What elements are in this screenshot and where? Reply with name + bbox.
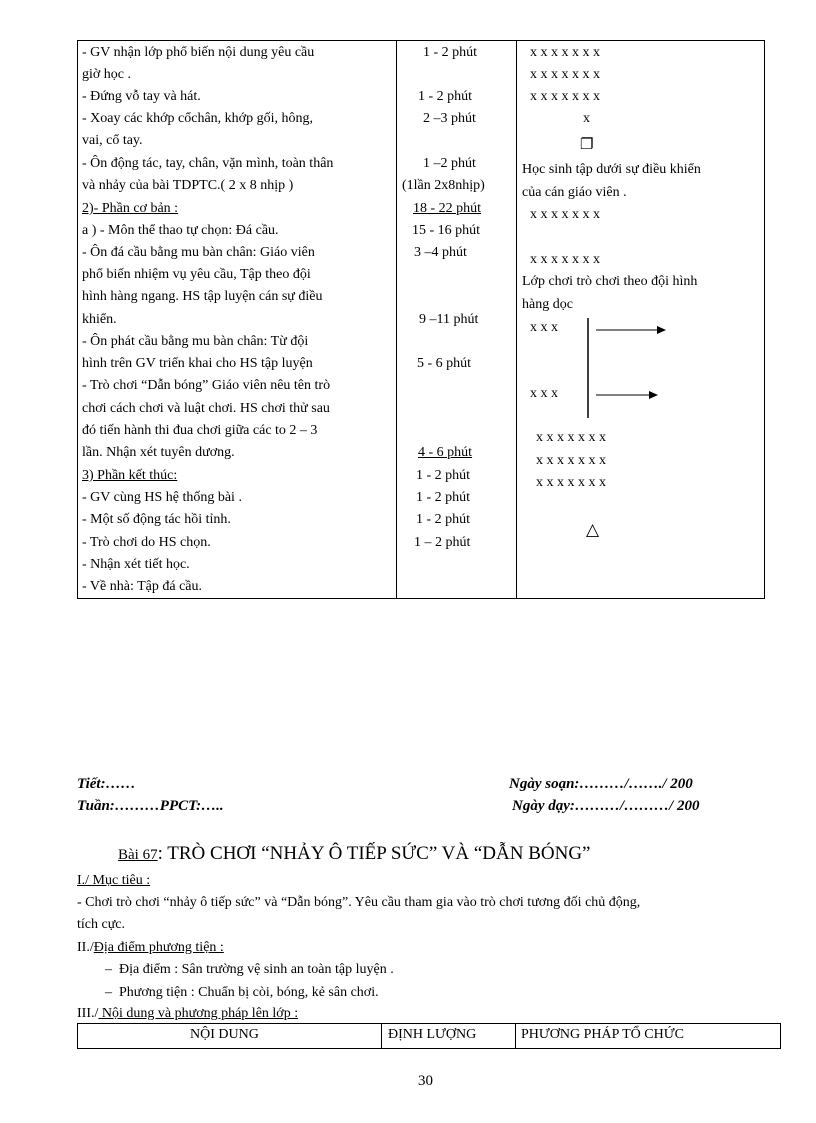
week-label: Tuần:………PPCT:…..: [77, 798, 224, 814]
content-line: lần. Nhận xét tuyên dương.: [82, 445, 235, 460]
content-line: - GV nhận lớp phổ biến nội dung yêu cầu: [82, 45, 315, 60]
duration: 15 - 16 phút: [412, 223, 481, 238]
content-line: - Nhận xét tiết học.: [82, 557, 190, 572]
student-row: x x x x x x x: [530, 207, 600, 222]
section-heading: 3) Phần kết thúc:: [82, 468, 178, 483]
section-title: Nội dung và phương pháp lên lớp :: [98, 1006, 299, 1021]
student-row: x x x x x x x: [530, 67, 600, 82]
method-note: Lớp chơi trò chơi theo đội hình: [522, 274, 698, 289]
content-line: hình trên GV triển khai cho HS tập luyện: [82, 356, 313, 371]
content-line: - Ôn đá cầu bằng mu bàn chân: Giáo viên: [82, 245, 315, 260]
student-row: x x x x x x x: [530, 89, 600, 104]
duration: 1 - 2 phút: [416, 490, 471, 505]
content-line: a ) - Môn thể thao tự chọn: Đá cầu.: [82, 223, 279, 238]
prepared-date: Ngày soạn:………/……./ 200: [509, 776, 693, 792]
student-row: x x x x x x x: [536, 430, 606, 445]
content-line: - Về nhà: Tập đá cầu.: [82, 579, 202, 594]
content-line: hình hàng ngang. HS tập luyện cán sự điều: [82, 289, 323, 304]
location-heading: [77, 940, 224, 956]
section-title: Địa điểm phương tiện :: [93, 940, 224, 955]
content-line: - Xoay các khớp cổchân, khớp gối, hông,: [82, 111, 313, 126]
leader-marker: x: [583, 111, 590, 126]
student-row: x x x x x x x: [536, 453, 606, 468]
triangle-icon: △: [586, 520, 600, 540]
duration: 1 - 2 phút: [416, 512, 471, 527]
equipment-text: Phương tiện : Chuẩn bị còi, bóng, kẻ sân chơi.: [119, 985, 379, 1000]
duration: 9 –11 phút: [419, 312, 479, 327]
content-line: khiển.: [82, 312, 117, 327]
content-line: giờ học .: [82, 67, 132, 82]
method-note: của cán giáo viên .: [522, 185, 627, 200]
objectives-text: - Chơi trò chơi “nhảy ô tiếp sức” và “Dẫn bóng”. Yêu cầu tham gia vào trò chơi tương đối chủ động,: [77, 895, 641, 910]
arrow-head-icon: [649, 391, 658, 399]
section-number: II./: [77, 940, 94, 955]
duration: 18 - 22 phút: [413, 201, 482, 216]
lesson-title: [118, 843, 591, 865]
dash: –: [105, 962, 112, 977]
location-text: Địa điểm : Sân trường vệ sinh an toàn tập luyện .: [119, 962, 394, 977]
period-label: Tiết:……: [77, 776, 136, 792]
content-line: và nhảy của bài TDPTC.( 2 x 8 nhịp ): [82, 178, 294, 193]
duration: 2 –3 phút: [423, 111, 476, 126]
content-line: chơi cách chơi và luật chơi. HS chơi thử sau: [82, 401, 330, 416]
duration: 3 –4 phút: [414, 245, 467, 260]
method-note: Học sinh tập dưới sự điều khiển: [522, 162, 701, 177]
duration: 1 - 2 phút: [418, 89, 473, 104]
objectives-text: tích cực.: [77, 917, 126, 932]
student-row: x x x x x x x: [530, 252, 600, 267]
teaching-date: Ngày dạy:………/………/ 200: [512, 798, 700, 814]
column-header-method: PHƯƠNG PHÁP TỔ CHỨC: [521, 1027, 684, 1042]
content-line: - GV cùng HS hệ thống bài .: [82, 490, 242, 505]
content-line: đó tiến hành thi đua chơi giữa các to 2 – 3: [82, 423, 318, 438]
content-line: - Trò chơi do HS chọn.: [82, 535, 211, 550]
lesson-number: Bài 67: [118, 847, 158, 863]
content-line: - Trò chơi “Dẫn bóng” Giáo viên nêu tên trò: [82, 378, 331, 393]
student-row: x x x: [530, 386, 558, 401]
location-item: [105, 962, 394, 978]
equipment-item: [105, 985, 379, 1001]
content-line: - Đứng vỗ tay và hát.: [82, 89, 201, 104]
content-line: - Ôn động tác, tay, chân, vặn mình, toàn thân: [82, 156, 334, 171]
student-row: x x x x x x x: [536, 475, 606, 490]
content-line: - Ôn phát cầu bằng mu bàn chân: Từ đội: [82, 334, 309, 349]
method-note: hàng dọc: [522, 297, 573, 312]
teacher-icon: ❐: [580, 135, 594, 153]
dash: –: [105, 985, 112, 1000]
duration: 1 – 2 phút: [414, 535, 471, 550]
section-heading: 2)- Phần cơ bản :: [82, 201, 179, 216]
duration: 4 - 6 phút: [418, 445, 473, 460]
content-line: - Một số động tác hồi tỉnh.: [82, 512, 231, 527]
duration: (1lần 2x8nhịp): [402, 178, 485, 193]
lesson-title-text: : TRÒ CHƠI “NHẢY Ô TIẾP SỨC” VÀ “DẪN BÓNG”: [157, 843, 591, 864]
duration: 1 –2 phút: [423, 156, 476, 171]
column-header-content: NỘI DUNG: [190, 1027, 259, 1042]
content-line: vai, cổ tay.: [82, 133, 143, 148]
duration: 1 - 2 phút: [423, 45, 478, 60]
arrow-head-icon: [657, 326, 666, 334]
student-row: x x x: [530, 320, 558, 335]
student-row: x x x x x x x: [530, 45, 600, 60]
section-number: III./: [77, 1006, 99, 1021]
page-number: 30: [418, 1073, 433, 1089]
content-line: phổ biến nhiệm vụ yêu cầu, Tập theo đội: [82, 267, 311, 282]
duration: 1 - 2 phút: [416, 468, 471, 483]
column-header-quantity: ĐỊNH LƯỢNG: [388, 1027, 477, 1042]
content-heading: [77, 1006, 298, 1022]
objectives-heading: I./ Mục tiêu :: [77, 873, 151, 888]
duration: 5 - 6 phút: [417, 356, 472, 371]
